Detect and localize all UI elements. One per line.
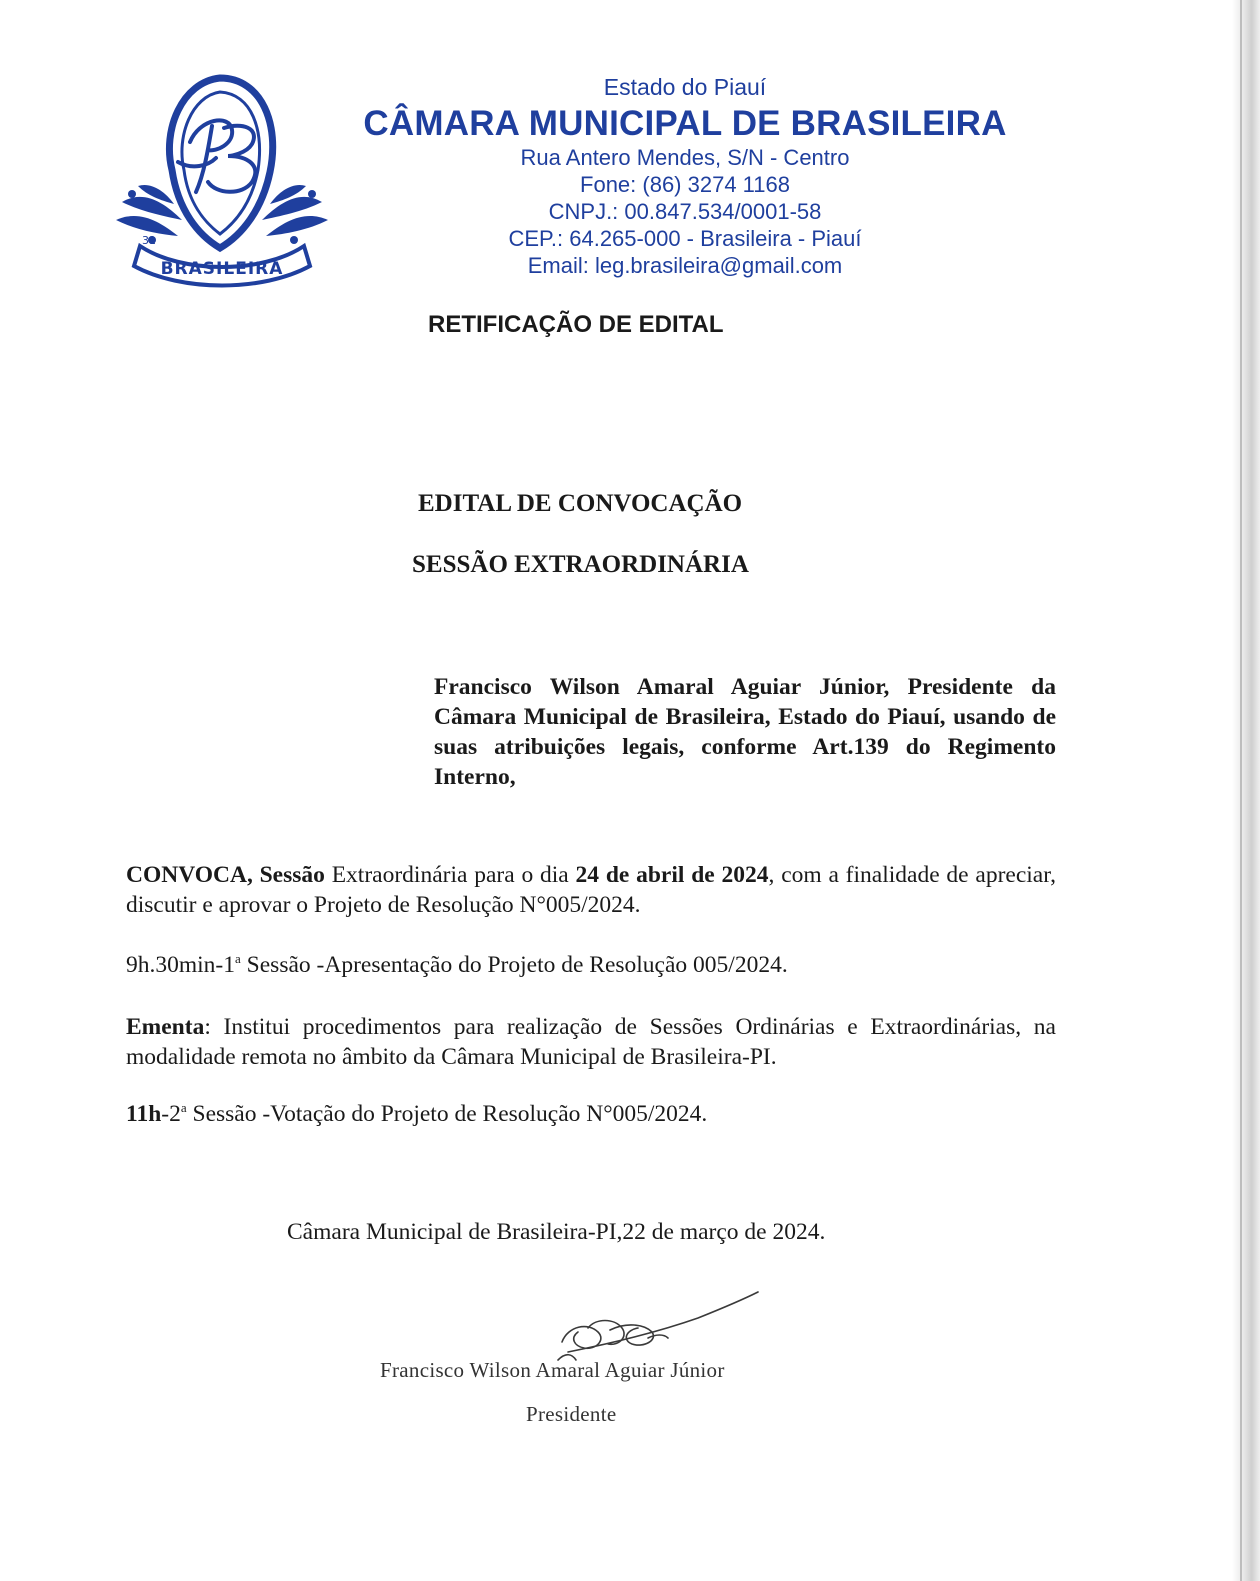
letterhead-phone: Fone: (86) 3274 1168 xyxy=(580,172,790,197)
session-1-ordinal: a xyxy=(235,951,241,966)
letterhead-address: Rua Antero Mendes, S/N - Centro xyxy=(520,145,850,170)
session-2-paragraph xyxy=(126,1099,1056,1129)
signatory-role: Presidente xyxy=(526,1402,617,1426)
letterhead-cep: CEP.: 64.265-000 - Brasileira - Piauí xyxy=(508,226,862,251)
convoca-paragraph xyxy=(126,860,1056,920)
ementa-paragraph xyxy=(126,1012,1056,1072)
sessao-title: SESSÃO EXTRAORDINÁRIA xyxy=(412,551,749,578)
convoca-text-1: Extraordinária para o dia xyxy=(324,862,576,888)
preamble-paragraph: Francisco Wilson Amaral Aguiar Júnior, Presidente da Câmara Municipal de Brasileira, Estado do Piauí, usando de suas atribuições legais, conforme Art.139 do Regimento Interno, xyxy=(434,674,1056,790)
letterhead-cnpj: CNPJ.: 00.847.534/0001-58 xyxy=(548,199,822,224)
convoca-lead: CONVOCA, Sessão xyxy=(126,862,325,888)
scan-edge-line xyxy=(1240,0,1242,1581)
letterhead-chamber-name: CÂMARA MUNICIPAL DE BRASILEIRA xyxy=(363,104,1007,143)
letterhead-state: Estado do Piauí xyxy=(603,74,767,100)
ementa-text: : Institui procedimentos para realização de Sessões Ordinárias e Extraordinárias, na modalidade remota no âmbito da Câmara Municipal de Brasileira-PI. xyxy=(126,1014,1056,1070)
session-2-number: -2 xyxy=(161,1101,181,1127)
session-2-text: Sessão -Votação do Projeto de Resolução N°005/2024. xyxy=(186,1101,708,1127)
session-2-time: 11h xyxy=(126,1101,162,1127)
coat-of-arms-icon xyxy=(112,70,332,290)
emblem-banner-text: BRASILEIRA xyxy=(160,259,284,279)
svg-text:31: 31 xyxy=(142,234,156,247)
convoca-date: 24 de abril de 2024 xyxy=(575,862,769,888)
place-and-date: Câmara Municipal de Brasileira-PI,22 de março de 2024. xyxy=(287,1219,826,1245)
session-1-time: 9h.30min-1 xyxy=(126,952,236,978)
convoca-text-2: , com a finalidade de apreciar, discutir e aprovar o Projeto de Resolução N°005/2024. xyxy=(126,862,1056,918)
ementa-lead: Ementa xyxy=(126,1014,205,1040)
letterhead xyxy=(340,72,1030,279)
letterhead-email: Email: leg.brasileira@gmail.com xyxy=(527,253,843,278)
retificacao-heading: RETIFICAÇÃO DE EDITAL xyxy=(428,311,724,338)
scan-edge-shadow xyxy=(1232,0,1260,1581)
session-1-text: Sessão -Apresentação do Projeto de Resolução 005/2024. xyxy=(240,952,788,978)
session-1-paragraph xyxy=(126,950,1056,980)
edital-title: EDITAL DE CONVOCAÇÃO xyxy=(418,490,743,517)
signatory-name: Francisco Wilson Amaral Aguiar Júnior xyxy=(380,1358,725,1382)
session-2-ordinal: a xyxy=(180,1100,187,1115)
